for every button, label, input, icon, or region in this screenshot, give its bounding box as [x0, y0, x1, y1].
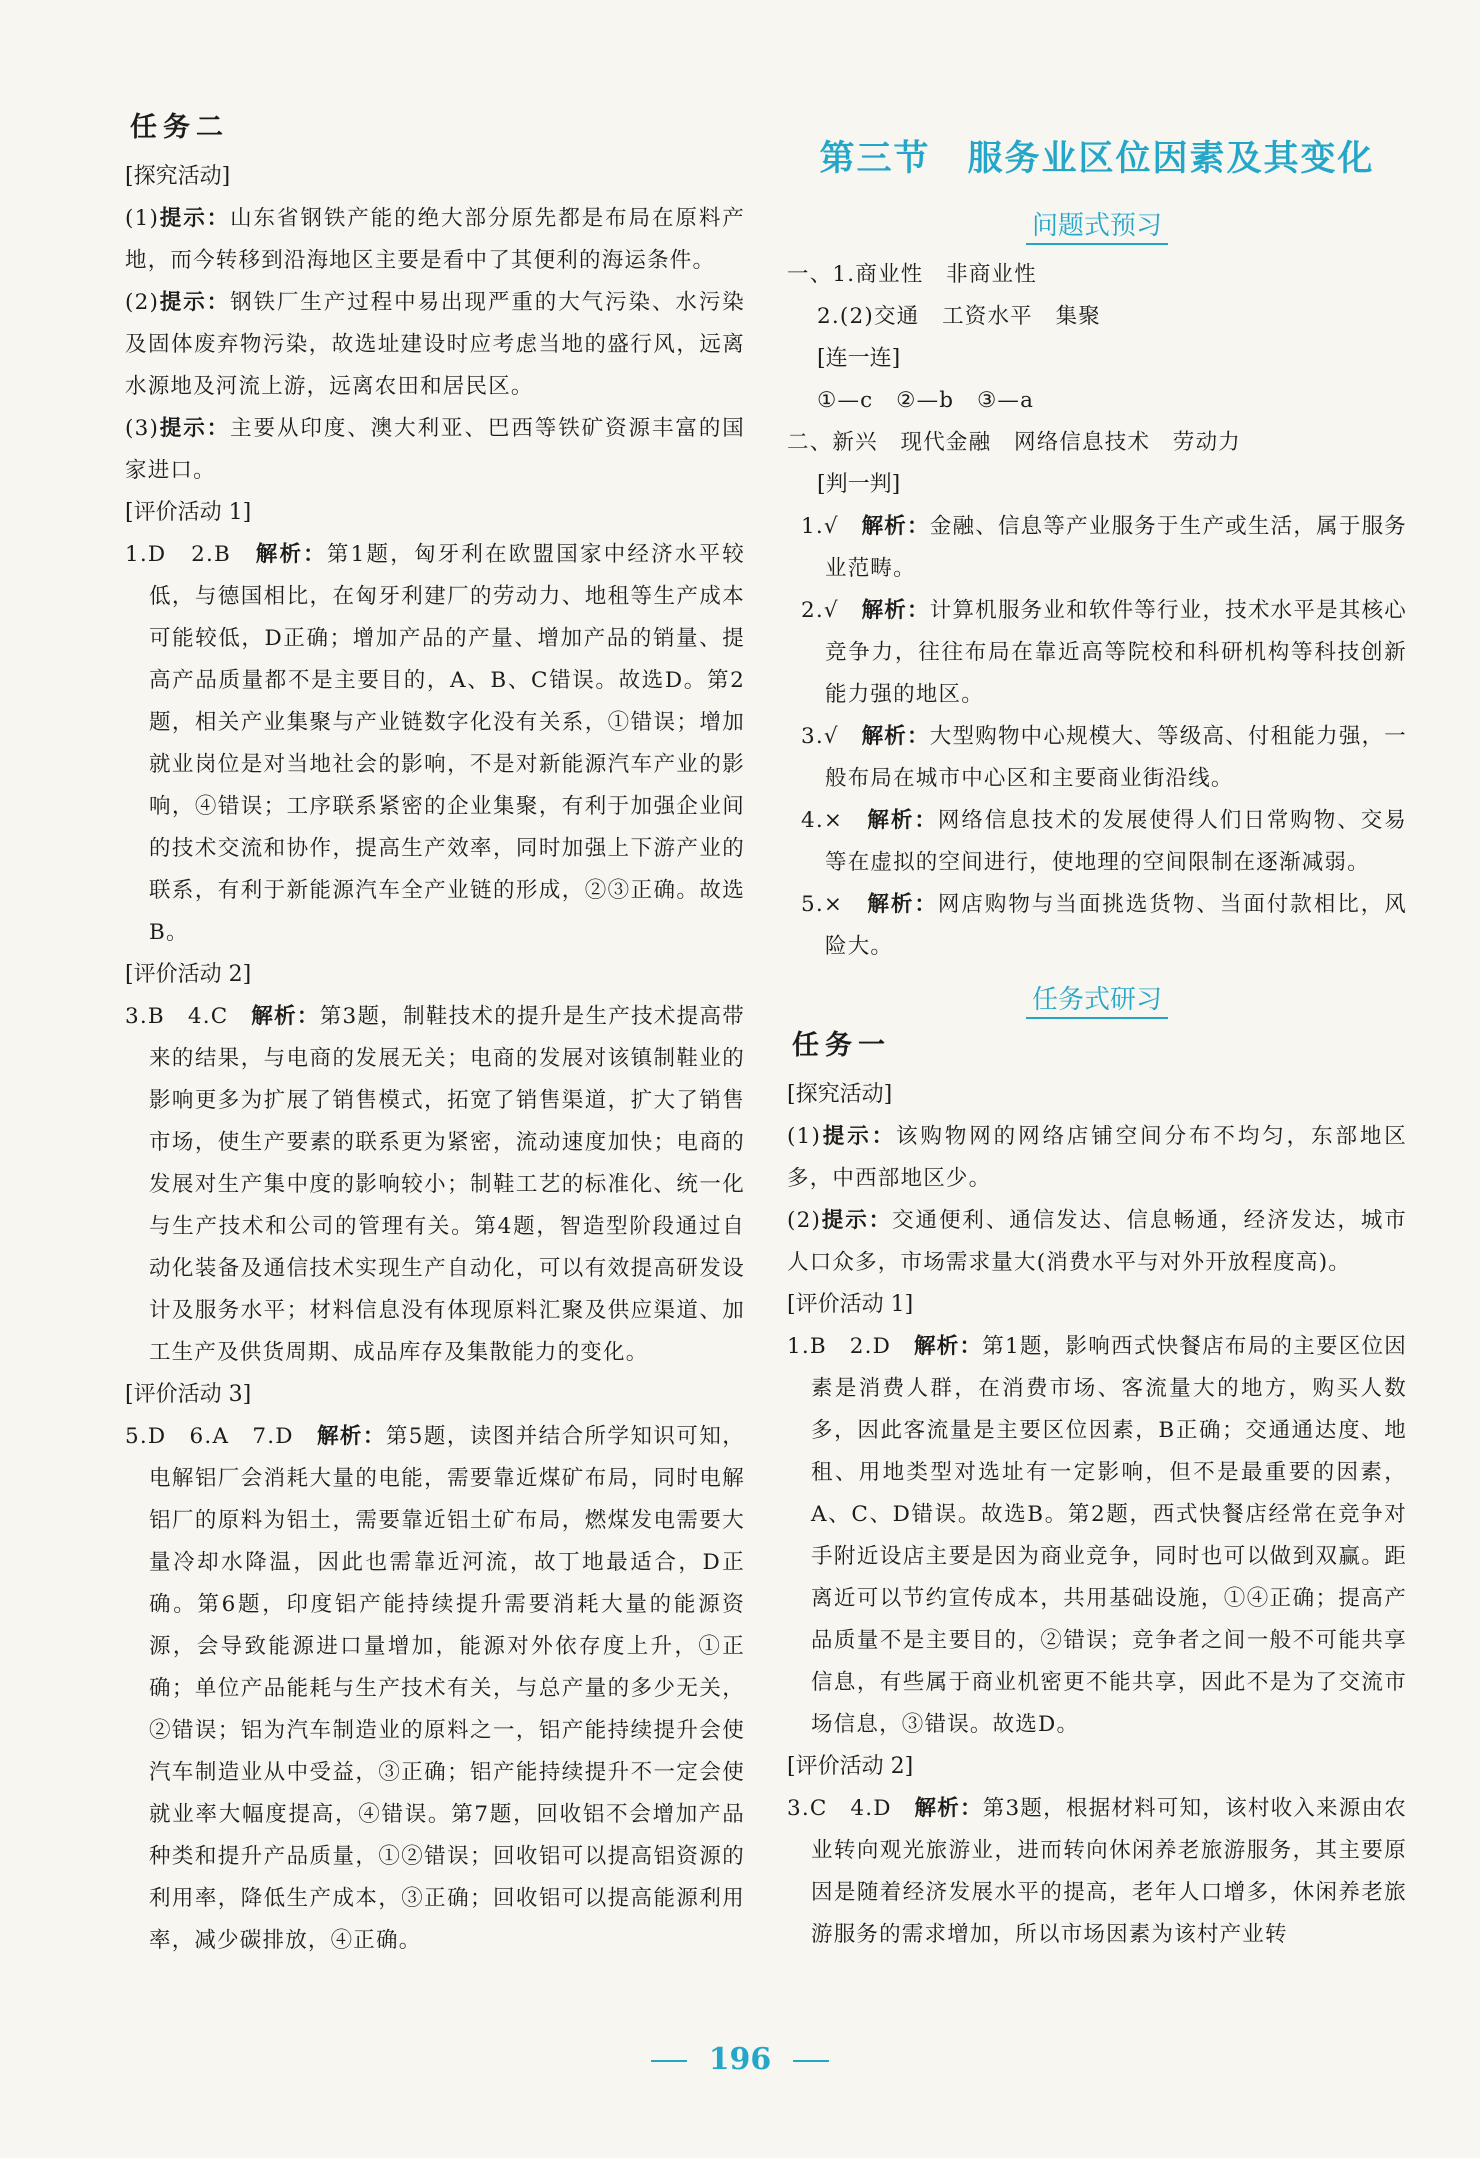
eval-activity-2-answer: 3.B 4.C 解析：第3题，制鞋技术的提升是生产技术提高带来的结果，与电商的发展无关；电商的发展对该镇制鞋业的影响更多为扩展了销售模式，拓宽了销售渠道，扩大了销售市场，使生产要素的联系更为紧密，流动速度加快；电商的发展对生产集中度的影响较小；制鞋工艺的标准化、统一化与生产技术和公司的管理有关。第4题，智造型阶段通过自动化装备及通信技术实现生产自动化，可以有效提高研发设计及服务水平；材料信息没有体现原料汇聚及供应渠道、加工生产及供货周期、成品库存及集散能力的变化。 — [125, 1004, 745, 1365]
explore-item-2: (2)提示：钢铁厂生产过程中易出现严重的大气污染、水污染及固体废弃物污染，故选址建设时应考虑当地的盛行风，远离水源地及河流上游，远离农田和居民区。 — [125, 290, 746, 399]
explore-activity-label: [探究活动] — [125, 164, 231, 189]
section-title: 第三节 服务业区位因素及其变化 — [819, 138, 1375, 179]
task-two-title: 任务二 — [130, 112, 229, 143]
judge-item-3: 3.√ 解析：大型购物中心规模大、等级高、付租能力强，一般布局在城市中心区和主要商业街沿线。 — [801, 724, 1408, 791]
judge-label: [判一判] — [817, 472, 901, 497]
right-column — [787, 110, 1407, 1956]
right-eval-activity-1-answer: 1.B 2.D 解析：第1题，影响西式快餐店布局的主要区位因素是消费人群，在消费市场、客流量大的地方，购买人数多，因此客流量是主要区位因素，B正确；交通通达度、地租、用地类型对选址有一定影响，但不是最重要的因素，A、C、D错误。故选B。第2题，西式快餐店经常在竞争对手附近设店主要是因为商业竞争，同时也可以做到双赢。距离近可以节约宣传成本，共用基础设施，①④正确；提高产品质量不是主要目的，②错误；竞争者之间一般不可能共享信息，有些属于商业机密更不能共享，因此不是为了交流市场信息，③错误。故选D。 — [787, 1334, 1407, 1737]
research-title: 任务式研习 — [787, 980, 1407, 1020]
preview-line-3: 二、新兴 现代金融 网络信息技术 劳动力 — [787, 430, 1242, 455]
eval-activity-3-answer: 5.D 6.A 7.D 解析：第5题，读图并结合所学知识可知，电解铝厂会消耗大量的电能，需要靠近煤矿布局，同时电解铝厂的原料为铝土，需要靠近铝土矿布局，燃煤发电需要大量冷却水降温，因此也需靠近河流，故丁地最适合，D正确。第6题，印度铝产能持续提升需要消耗大量的能源资源，会导致能源进口量增加，能源对外依存度上升，①正确；单位产品能耗与生产技术有关，与总产量的多少无关，②错误；铝为汽车制造业的原料之一，铝产能持续提升会使汽车制造业从中受益，③正确；铝产能持续提升不一定会使就业率大幅度提高，④错误。第7题，回收铝不会增加产品种类和提升产品质量，①②错误；回收铝可以提高铝资源的利用率，降低生产成本，③正确；回收铝可以提高能源利用率，减少碳排放，④正确。 — [125, 1424, 745, 1953]
explore-item-1: (1)提示：山东省钢铁产能的绝大部分原先都是布局在原料产地，而今转移到沿海地区主要是看中了其便利的海运条件。 — [125, 206, 746, 273]
eval-activity-2-label: [评价活动 2] — [125, 962, 252, 987]
judge-item-2: 2.√ 解析：计算机服务业和软件等行业，技术水平是其核心竞争力，往往布局在靠近高等院校和科研机构等科技创新能力强的地区。 — [801, 598, 1408, 707]
page-number: 196 — [708, 2042, 772, 2077]
right-eval-activity-2-answer: 3.C 4.D 解析：第3题，根据材料可知，该村收入来源由农业转向观光旅游业，进而转向休闲养老旅游服务，其主要原因是随着经济发展水平的提高，老年人口增多，休闲养老旅游服务的需求增加，所以市场因素为该村产业转 — [787, 1796, 1407, 1947]
right-explore-item-2: (2)提示：交通便利、通信发达、信息畅通，经济发达，城市人口众多，市场需求量大(消费水平与对外开放程度高)。 — [787, 1208, 1408, 1275]
right-eval-activity-1-label: [评价活动 1] — [787, 1292, 914, 1317]
preview-line-2: 2.(2)交通 工资水平 集聚 — [817, 304, 1101, 329]
connect-label: [连一连] — [817, 346, 901, 371]
eval-activity-1-label: [评价活动 1] — [125, 500, 252, 525]
explore-item-3: (3)提示：主要从印度、澳大利亚、巴西等铁矿资源丰富的国家进口。 — [125, 416, 746, 483]
right-explore-label: [探究活动] — [787, 1082, 893, 1107]
left-column — [125, 110, 745, 1962]
eval-activity-3-label: [评价活动 3] — [125, 1382, 252, 1407]
judge-item-1: 1.√ 解析：金融、信息等产业服务于生产或生活，属于服务业范畴。 — [801, 514, 1408, 581]
eval-activity-1-answer: 1.D 2.B 解析：第1题，匈牙利在欧盟国家中经济水平较低，与德国相比，在匈牙利建厂的劳动力、地租等生产成本可能较低，D正确；增加产品的产量、增加产品的销量、提高产品质量都不是主要目的，A、B、C错误。故选D。第2题，相关产业集聚与产业链数字化没有关系，①错误；增加就业岗位是对当地社会的影响，不是对新能源汽车产业的影响，④错误；工序联系紧密的企业集聚，有利于加强企业间的技术交流和协作，提高生产效率，同时加强上下游产业的联系，有利于新能源汽车全产业链的形成，②③正确。故选B。 — [125, 542, 745, 945]
task-one-title: 任务一 — [792, 1030, 891, 1061]
right-explore-item-1: (1)提示：该购物网的网络店铺空间分布不均匀，东部地区多，中西部地区少。 — [787, 1124, 1408, 1191]
judge-item-5: 5.× 解析：网店购物与当面挑选货物、当面付款相比，风险大。 — [801, 892, 1407, 959]
judge-item-4: 4.× 解析：网络信息技术的发展使得人们日常购物、交易等在虚拟的空间进行，使地理的空间限制在逐渐减弱。 — [801, 808, 1407, 875]
footer-dash-right — [793, 2060, 829, 2062]
right-eval-activity-2-label: [评价活动 2] — [787, 1754, 914, 1779]
page-footer — [0, 2040, 1480, 2080]
connect-answer: ①—c ②—b ③—a — [817, 388, 1035, 413]
preview-line-1: 一、1.商业性 非商业性 — [787, 262, 1037, 287]
footer-dash-left — [651, 2060, 687, 2062]
preview-title: 问题式预习 — [787, 206, 1407, 246]
